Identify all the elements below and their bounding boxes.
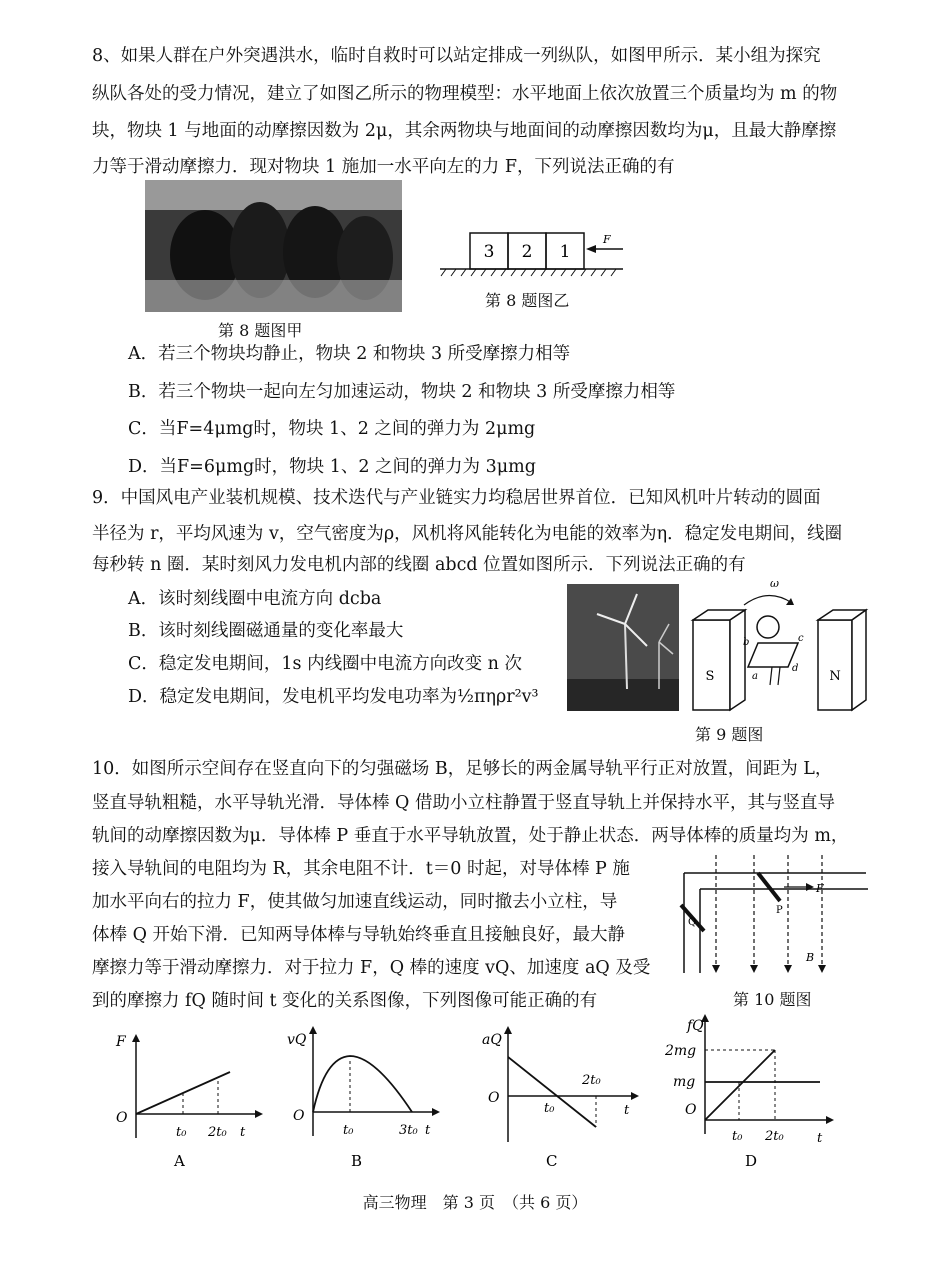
coil-c-label: c bbox=[798, 633, 804, 644]
graph-c-line bbox=[508, 1057, 596, 1127]
rotation-arc bbox=[744, 595, 792, 605]
graph-c-tick-1: t₀ bbox=[544, 1101, 555, 1116]
q10-graph-a bbox=[108, 1028, 268, 1173]
q9-generator-diagram bbox=[690, 575, 870, 715]
q8-flood-photo bbox=[145, 180, 402, 312]
pull-force-label: F bbox=[816, 882, 824, 895]
q8-option-b: B．若三个物块一起向左匀加速运动，物块 2 和物块 3 所受摩擦力相等 bbox=[128, 382, 676, 402]
q9-text-line-3: 每秒转 n 圈．某时刻风力发电机内部的线圈 abcd 位置如图所示．下列说法正确的有 bbox=[92, 555, 746, 575]
q10-caption: 第 10 题图 bbox=[733, 990, 812, 1009]
graph-d-tick-1: t₀ bbox=[732, 1129, 743, 1144]
graph-d-level-mg: mg bbox=[673, 1074, 696, 1090]
graph-a-origin: O bbox=[116, 1110, 128, 1126]
q9-caption: 第 9 题图 bbox=[695, 725, 764, 744]
coil-b-label: b bbox=[743, 637, 750, 648]
graph-b-origin: O bbox=[293, 1108, 305, 1124]
graph-c-letter: C bbox=[546, 1152, 558, 1170]
force-arrowhead bbox=[586, 245, 596, 253]
q8-text-line-4: 力等于滑动摩擦力．现对物块 1 施加一水平向左的力 F，下列说法正确的有 bbox=[92, 157, 675, 177]
q10-graph-d bbox=[665, 1010, 840, 1175]
q10-graph-c bbox=[482, 1022, 647, 1172]
graph-a-tick-2: 2t₀ bbox=[208, 1125, 227, 1140]
q8-fig-b-caption: 第 8 题图乙 bbox=[485, 291, 570, 310]
block-2-label: 2 bbox=[521, 242, 533, 262]
q9-option-c: C．稳定发电期间，1s 内线圈中电流方向改变 n 次 bbox=[128, 654, 522, 674]
q8-text-line-2: 纵队各处的受力情况，建立了如图乙所示的物理模型：水平地面上依次放置三个质量均为 m 的物 bbox=[92, 84, 838, 104]
q9-wind-turbine-photo bbox=[567, 584, 679, 711]
wind-turbine-art bbox=[567, 584, 679, 711]
graph-a-t-label: t bbox=[240, 1125, 246, 1140]
q10-text-line-5: 加水平向右的拉力 F，使其做匀加速直线运动，同时撤去小立柱，导 bbox=[92, 892, 618, 912]
rod-p bbox=[758, 873, 780, 901]
q10-text-line-4: 接入导轨间的电阻均为 R，其余电阻不计．t＝0 时起，对导体棒 P 施 bbox=[92, 859, 630, 879]
graph-c-tick-2: 2t₀ bbox=[582, 1073, 601, 1088]
q10-rail-diagram bbox=[676, 855, 871, 980]
q10-text-line-2: 竖直导轨粗糙，水平导轨光滑．导体棒 Q 借助小立柱静置于竖直导轨上并保持水平，其与竖直导 bbox=[92, 793, 835, 813]
graph-d-origin: O bbox=[685, 1102, 697, 1118]
graph-a-ylabel: F bbox=[116, 1034, 126, 1050]
coil-a-label: a bbox=[752, 671, 758, 682]
q9-option-a: A．该时刻线圈中电流方向 dcba bbox=[128, 589, 382, 609]
graph-b-curve bbox=[313, 1056, 412, 1112]
field-b-label: B bbox=[806, 951, 815, 964]
magnet-n bbox=[818, 620, 852, 710]
q8-option-d: D．当F=6μmg时，物块 1、2 之间的弹力为 3μmg bbox=[128, 457, 536, 477]
q10-text-line-1: 10．如图所示空间存在竖直向下的匀强磁场 B，足够长的两金属导轨平行正对放置，间距为 L， bbox=[92, 759, 833, 779]
q10-text-line-8: 到的摩擦力 fQ 随时间 t 变化的关系图像，下列图像可能正确的有 bbox=[92, 991, 598, 1011]
q8-option-a: A．若三个物块均静止，物块 2 和物块 3 所受摩擦力相等 bbox=[128, 344, 571, 364]
q10-text-line-3: 轨间的动摩擦因数为μ．导体棒 P 垂直于水平导轨放置，处于静止状态．两导体棒的质量均为 m， bbox=[92, 826, 849, 846]
coil-d-label: d bbox=[792, 663, 799, 674]
slip-ring bbox=[757, 616, 779, 638]
magnet-s-label: S bbox=[705, 669, 715, 684]
graph-a-tick-1: t₀ bbox=[176, 1125, 187, 1140]
q8-text-line-1: 8、如果人群在户外突遇洪水，临时自救时可以站定排成一列纵队，如图甲所示．某小组为探究 bbox=[92, 46, 821, 66]
magnet-s bbox=[693, 620, 730, 710]
q9-option-b: B．该时刻线圈磁通量的变化率最大 bbox=[128, 621, 404, 641]
graph-d-rising-line bbox=[705, 1050, 775, 1120]
page-footer: 高三物理 第 3 页 （共 6 页） bbox=[362, 1193, 588, 1212]
graph-c-origin: O bbox=[488, 1090, 500, 1106]
q8-option-c: C．当F=4μmg时，物块 1、2 之间的弹力为 2μmg bbox=[128, 419, 536, 439]
graph-c-t-label: t bbox=[624, 1103, 630, 1118]
graph-d-t-label: t bbox=[817, 1131, 823, 1146]
graph-b-ylabel: vQ bbox=[287, 1032, 307, 1048]
coil-abcd bbox=[748, 643, 798, 667]
graph-b-tick-1: t₀ bbox=[343, 1123, 354, 1138]
block-3-label: 3 bbox=[483, 242, 495, 262]
q8-fig-a-caption: 第 8 题图甲 bbox=[218, 321, 303, 340]
q10-text-line-7: 摩擦力等于滑动摩擦力．对于拉力 F，Q 棒的速度 vQ、加速度 aQ 及受 bbox=[92, 958, 651, 978]
rod-q-label: Q bbox=[688, 917, 697, 928]
graph-d-tick-2: 2t₀ bbox=[765, 1129, 784, 1144]
graph-c-ylabel: aQ bbox=[482, 1032, 502, 1048]
graph-a-letter: A bbox=[174, 1152, 185, 1170]
force-label: F bbox=[603, 233, 611, 246]
flood-photo-art bbox=[145, 180, 402, 312]
q8-text-line-3: 块，物块 1 与地面的动摩擦因数为 2μ，其余两物块与地面间的动摩擦因数均为μ，且最大静摩擦 bbox=[92, 121, 837, 141]
graph-d-ylabel: fQ bbox=[687, 1018, 704, 1034]
graph-b-tick-2: 3t₀ bbox=[399, 1123, 418, 1138]
rod-p-label: P bbox=[776, 905, 783, 916]
graph-d-level-2mg: 2mg bbox=[665, 1043, 697, 1059]
q8-blocks-diagram bbox=[438, 225, 638, 285]
q9-text-line-1: 9．中国风电产业装机规模、技术迭代与产业链实力均稳居世界首位．已知风机叶片转动的圆面 bbox=[92, 488, 821, 508]
graph-b-t-label: t bbox=[425, 1123, 431, 1138]
ground-hatch bbox=[441, 269, 616, 276]
graph-d-letter: D bbox=[745, 1152, 758, 1170]
q9-option-d: D．稳定发电期间，发电机平均发电功率为½πηρr²v³ bbox=[128, 687, 539, 707]
q9-text-line-2: 半径为 r，平均风速为 v，空气密度为ρ，风机将风能转化为电能的效率为η．稳定发电期间，线圈 bbox=[92, 524, 843, 544]
q10-graph-b bbox=[285, 1022, 445, 1172]
omega-label: ω bbox=[770, 577, 779, 590]
q10-text-line-6: 体棒 Q 开始下滑．已知两导体棒与导轨始终垂直且接触良好，最大静 bbox=[92, 925, 625, 945]
magnet-n-label: N bbox=[829, 669, 841, 684]
block-1-label: 1 bbox=[559, 242, 571, 262]
graph-b-letter: B bbox=[351, 1152, 363, 1170]
